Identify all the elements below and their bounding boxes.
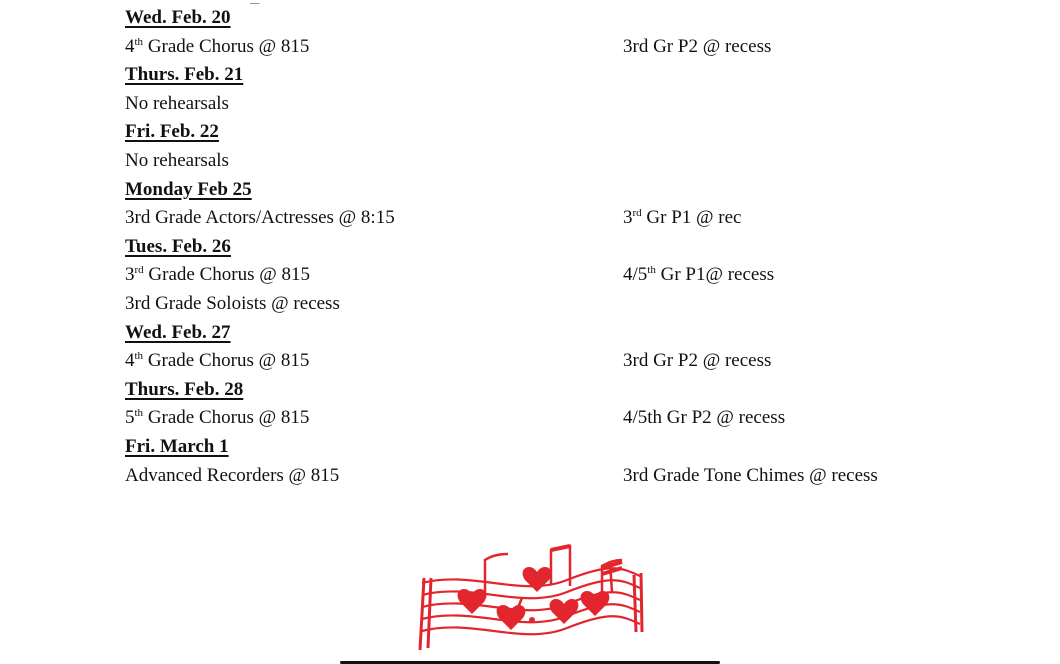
entry-text: Grade Chorus @ 815 [143, 264, 310, 286]
note-beams [551, 546, 622, 574]
recess-entry [623, 350, 771, 372]
ordinal-suffix: th [647, 264, 656, 277]
day-heading: Monday Feb 25 [125, 178, 252, 200]
music-hearts-staff-icon [412, 540, 652, 664]
cropped-text-fragment [250, 0, 280, 4]
entry-text: Grade Chorus @ 815 [143, 350, 310, 372]
day-heading: Wed. Feb. 20 [125, 7, 231, 28]
entry-text: 3rd Grade Actors/Actresses @ 8:15 [125, 207, 395, 229]
entry-text: No rehearsals [125, 150, 229, 171]
entry-text: Advanced Recorders @ 815 [125, 464, 340, 486]
entry-text: 3rd Grade Tone Chimes @ recess [623, 464, 878, 486]
entry-text: Grade Chorus @ 815 [143, 35, 310, 57]
entry-text: 3rd Gr P2 @ recess [623, 35, 772, 57]
entry-text: Gr P1 @ rec [641, 207, 742, 229]
day-heading: Tues. Feb. 26 [125, 235, 231, 257]
entry-text: 3 [623, 207, 633, 229]
entry-text: 5 [125, 407, 135, 429]
day-heading: Wed. Feb. 27 [125, 321, 231, 343]
ordinal-suffix: th [134, 350, 144, 363]
rehearsal-entry [125, 264, 310, 286]
rehearsal-entry [125, 350, 309, 372]
day-heading: Fri. Feb. 22 [125, 121, 219, 143]
recess-entry [623, 407, 785, 429]
recess-entry [623, 207, 741, 229]
ordinal-suffix: th [134, 407, 144, 420]
rehearsal-entry [125, 207, 395, 229]
rehearsal-entry [125, 465, 339, 487]
ordinal-suffix: th [134, 35, 144, 48]
day-heading: Thurs. Feb. 21 [125, 64, 244, 86]
rehearsal-entry [125, 93, 229, 115]
rehearsal-entry [125, 150, 229, 172]
ordinal-suffix: rd [632, 207, 642, 220]
recess-entry [623, 465, 878, 487]
recess-entry [623, 36, 771, 58]
entry-text: 3rd Grade Soloists @ recess [125, 293, 340, 314]
entry-text: Gr P1@ recess [655, 264, 775, 286]
day-heading: Fri. March 1 [125, 436, 229, 457]
rehearsal-entry [125, 36, 309, 58]
entry-text: Grade Chorus @ 815 [143, 407, 310, 429]
recess-entry [623, 264, 774, 286]
entry-text: 4/5th Gr P2 @ recess [623, 407, 786, 429]
entry-text: 4 [125, 350, 135, 372]
entry-text: 4/5 [623, 264, 648, 286]
rehearsal-entry [125, 293, 340, 315]
entry-text: 3 [125, 264, 135, 286]
day-heading: Thurs. Feb. 28 [125, 378, 244, 400]
rehearsal-entry [125, 407, 309, 429]
entry-text: 4 [125, 35, 135, 57]
entry-text: 3rd Gr P2 @ recess [623, 350, 772, 372]
entry-text: No rehearsals [125, 92, 229, 114]
ordinal-suffix: rd [134, 264, 144, 277]
